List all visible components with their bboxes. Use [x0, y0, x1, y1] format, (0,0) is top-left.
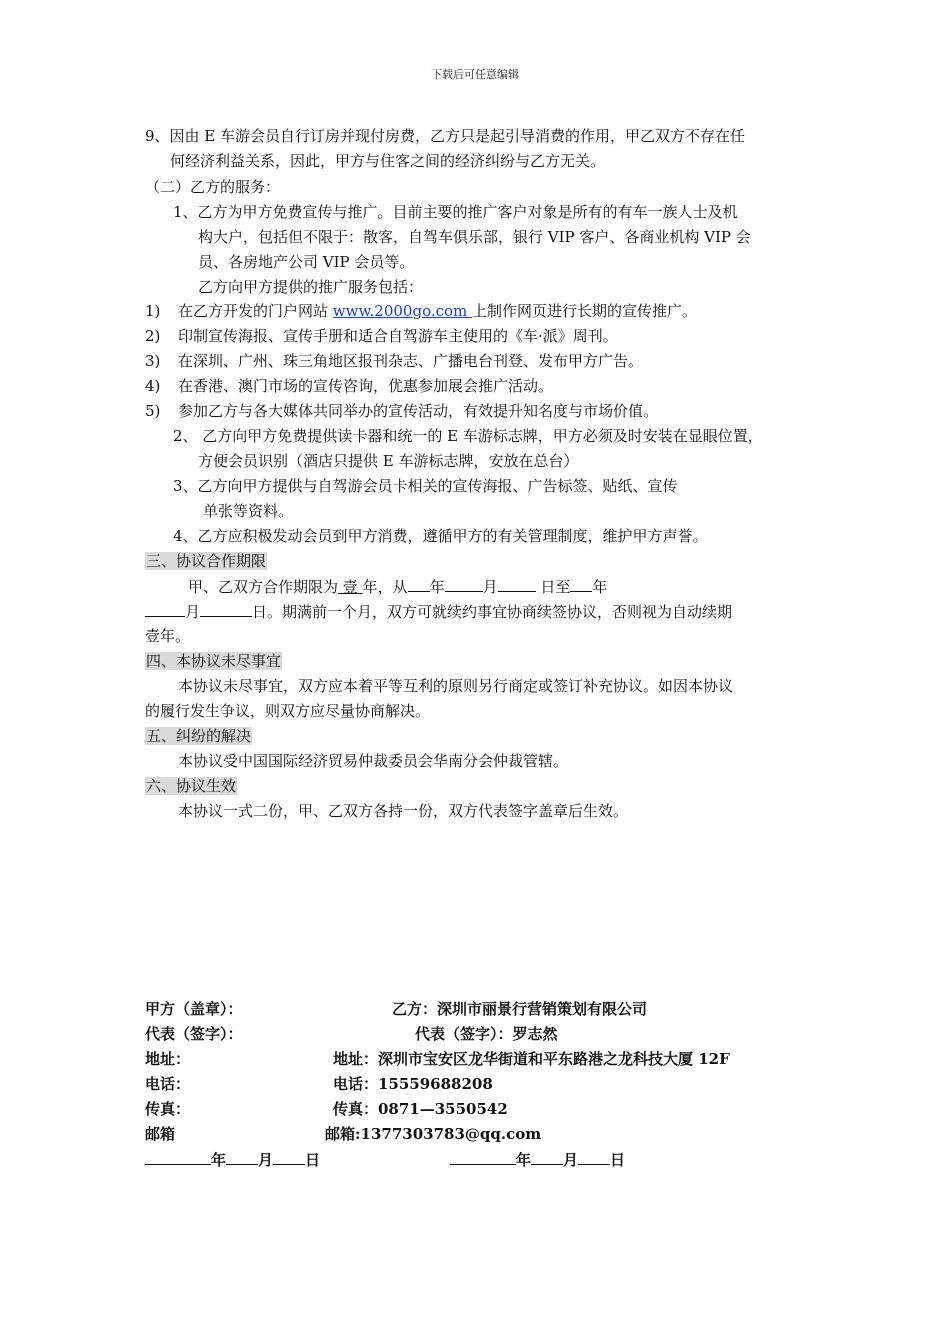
- party-b-phone: 电话：15559688208: [333, 1075, 493, 1093]
- service-4: 4、乙方应积极发动会员到甲方消费，遵循甲方的有关管理制度，维护甲方声誉。: [173, 527, 708, 545]
- party-a-seal-label: 甲方（盖章）：: [145, 1000, 243, 1018]
- party-b-year-label: 年: [516, 1151, 532, 1169]
- party-b-date: [450, 1150, 625, 1169]
- item-9-line-2: 何经济利益关系，因此，甲方与住客之间的经济纠纷与乙方无关。: [170, 152, 606, 170]
- party-a-rep-label: 代表（签字）：: [145, 1025, 243, 1043]
- services-heading: （二）乙方的服务：: [145, 178, 281, 196]
- party-b-name: 乙方：深圳市丽景行营销策划有限公司: [392, 1000, 648, 1018]
- service-3-line-2: 单张等资料。: [203, 502, 294, 520]
- party-a-day-label: 日: [305, 1151, 321, 1169]
- promo-5-number: 5): [145, 402, 161, 420]
- term-text-3: 年: [429, 578, 445, 596]
- party-a-phone-label: 电话：: [145, 1075, 191, 1093]
- party-a-year-label: 年: [211, 1151, 227, 1169]
- party-a-month-label: 月: [258, 1151, 274, 1169]
- promo-intro: 乙方向甲方提供的推广服务包括：: [198, 278, 424, 296]
- promo-1: [178, 302, 697, 320]
- term-text-7: 月: [185, 603, 201, 621]
- promo-3: 在深圳、广州、珠三角地区报刊杂志、广播电台刊登、发布甲方广告。: [178, 352, 644, 370]
- party-b-email: 邮箱:1377303783@qq.com: [325, 1125, 542, 1143]
- section-5-heading: 五、纠纷的解决: [146, 727, 252, 745]
- section-6-heading: 六、协议生效: [146, 777, 237, 795]
- party-b-month-blank: [531, 1150, 563, 1165]
- service-1-line-2: 构大户，包括但不限于：散客，自驾车俱乐部，银行 VIP 客户、各商业机构 VIP 会: [198, 228, 751, 246]
- end-year-blank: [570, 577, 592, 592]
- promo-1-number: 1): [145, 302, 161, 320]
- term-text-1: 甲、乙双方合作期限为: [188, 578, 339, 596]
- party-a-date: [145, 1150, 320, 1169]
- promo-4: 在香港、澳门市场的宣传咨询，优惠参加展会推广活动。: [178, 377, 554, 395]
- promo-2-number: 2): [145, 327, 161, 345]
- party-b-year-blank: [450, 1150, 516, 1165]
- end-day-blank: [200, 602, 252, 617]
- party-a-email-label: 邮箱: [145, 1125, 176, 1143]
- term-text-6: 年: [592, 578, 608, 596]
- party-a-address-label: 地址：: [145, 1050, 191, 1068]
- party-b-day-blank: [578, 1150, 610, 1165]
- party-b-fax: 传真：0871—3550542: [333, 1100, 508, 1118]
- promo-4-number: 4): [145, 377, 161, 395]
- party-b-day-label: 日: [610, 1151, 626, 1169]
- promo-1-text-pre: 在乙方开发的门户网站: [178, 302, 333, 320]
- party-a-fax-label: 传真：: [145, 1100, 191, 1118]
- term-text-2: 年，从: [362, 578, 408, 596]
- service-2-line-2: 方便会员识别（酒店只提供 E 车游标志牌，安放在总台）: [198, 452, 579, 470]
- term-text-8: 日。期满前一个月，双方可就续约事宜协商续签协议，否则视为自动续期: [252, 603, 733, 621]
- section-3-heading: 三、协议合作期限: [146, 552, 267, 570]
- service-1-line-3: 员、各房地产公司 VIP 会员等。: [198, 253, 415, 271]
- term-value: 壹: [338, 578, 363, 596]
- item-9-line-1: 9、因由 E 车游会员自行订房并现付房费，乙方只是起引导消费的作用，甲乙双方不存在任: [145, 127, 746, 145]
- term-text-4: 月: [482, 578, 498, 596]
- term-line-2: [145, 602, 732, 621]
- party-a-month-blank: [226, 1150, 258, 1165]
- section-6-line-1: 本协议一式二份，甲、乙双方各持一份，双方代表签字盖章后生效。: [178, 802, 629, 820]
- section-4-heading: 四、本协议未尽事宜: [146, 652, 282, 670]
- term-line-3: 壹年。: [145, 627, 191, 645]
- section-4-line-2: 的履行发生争议，则双方应尽量协商解决。: [145, 702, 431, 720]
- promo-1-text-post: 上制作网页进行长期的宣传推广。: [472, 302, 698, 320]
- service-2-line-1: 2、 乙方向甲方免费提供读卡器和统一的 E 车游标志牌，甲方必须及时安装在显眼位置，: [173, 427, 763, 445]
- section-4-line-1: 本协议未尽事宜，双方应本着平等互利的原则另行商定或签订补充协议。如因本协议: [178, 677, 734, 695]
- party-a-day-blank: [273, 1150, 305, 1165]
- party-b-rep: 代表（签字）：罗志然: [415, 1025, 558, 1043]
- section-5-line-1: 本协议受中国国际经济贸易仲裁委员会华南分会仲裁管辖。: [178, 752, 569, 770]
- end-month-blank: [145, 602, 185, 617]
- promo-2: 印制宣传海报、宣传手册和适合自驾游车主使用的《车·派》周刊。: [178, 327, 618, 345]
- start-day-blank: [498, 577, 536, 592]
- page-header: 下载后可任意编辑: [431, 68, 519, 81]
- start-year-blank: [408, 577, 430, 592]
- term-line-1: [188, 577, 607, 596]
- start-month-blank: [445, 577, 483, 592]
- service-3-line-1: 3、乙方向甲方提供与自驾游会员卡相关的宣传海报、广告标签、贴纸、宣传: [173, 477, 678, 495]
- promo-5: 参加乙方与各大媒体共同举办的宣传活动，有效提升知名度与市场价值。: [178, 402, 659, 420]
- term-text-5: 日至: [535, 578, 571, 596]
- promo-3-number: 3): [145, 352, 161, 370]
- party-b-address: 地址：深圳市宝安区龙华街道和平东路港之龙科技大厦 12F: [333, 1050, 730, 1068]
- service-1-line-1: 1、乙方为甲方免费宣传与推广。目前主要的推广客户对象是所有的有车一族人士及机: [173, 203, 738, 221]
- party-b-month-label: 月: [563, 1151, 579, 1169]
- party-a-year-blank: [145, 1150, 211, 1165]
- portal-website-link[interactable]: www.2000go.com: [332, 302, 473, 320]
